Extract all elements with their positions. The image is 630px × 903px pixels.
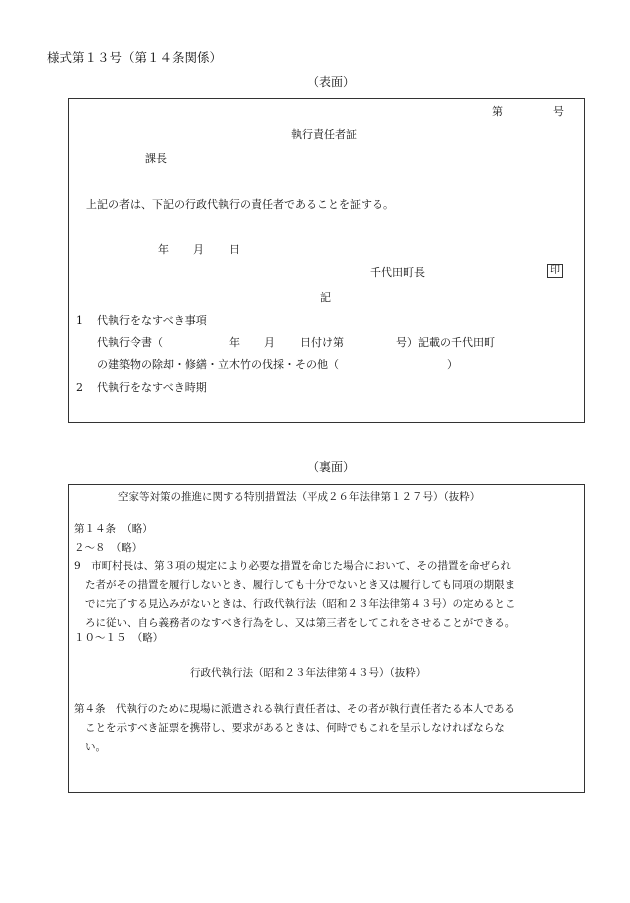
item2-title: 代執行をなすべき時期	[97, 381, 207, 394]
certification-statement: 上記の者は、下記の行政代執行の責任者であることを証する。	[86, 198, 394, 211]
date-year: 年	[158, 243, 169, 256]
article-2-8: ２〜８ （略）	[74, 542, 143, 554]
front-heading: （表面）	[307, 75, 356, 89]
item1-title: 代執行をなすべき事項	[97, 314, 207, 327]
law2-title: 行政代執行法（昭和２３年法律第４３号）（抜粋）	[190, 667, 427, 679]
item1-line1-e: 号）記載の千代田町	[396, 336, 495, 349]
certificate-title: 執行責任者証	[291, 128, 357, 141]
item1-line1-c: 月	[264, 336, 275, 349]
article-9-line: でに完了する見込みがないときは、行政代執行法（昭和２３年法律第４３号）の定めるとこ	[85, 598, 516, 610]
item1-line1-b: 年	[229, 336, 240, 349]
date-month: 月	[193, 243, 204, 256]
number-go: 号	[553, 105, 564, 118]
article-10-15: １０〜１５ （略）	[74, 632, 164, 644]
law1-title: 空家等対策の推進に関する特別措置法（平成２６年法律第１２７号）（抜粋）	[118, 491, 481, 503]
article-9-line: た者がその措置を履行しないとき、履行しても十分でないとき又は履行しても同項の期限ま	[85, 579, 516, 591]
article-9-line: ろに従い、自ら義務者のなすべき行為をし、又は第三者をしてこれをさせることができる。	[85, 617, 516, 629]
article-4-line: い。	[85, 741, 106, 753]
item1-line1-d: 日付け第	[300, 336, 344, 349]
position-label: 課長	[145, 152, 167, 165]
front-certificate-box	[68, 98, 585, 423]
item2-number: 2	[76, 381, 83, 394]
back-heading: （裏面）	[307, 460, 356, 474]
date-day: 日	[229, 243, 240, 256]
article-9-line: 9 市町村長は、第３項の規定により必要な措置を命じた場合において、その措置を命ぜられ	[74, 560, 511, 572]
number-dai: 第	[492, 105, 503, 118]
article-4-line: 第４条 代執行のために現場に派遣される執行責任者は、その者が執行責任者たる本人である	[74, 703, 515, 715]
item1-number: 1	[76, 314, 83, 327]
form-number: 様式第１３号（第１４条関係）	[47, 50, 223, 65]
article-4	[74, 700, 515, 757]
article-9	[74, 557, 516, 633]
article-14: 第１４条 （略）	[74, 523, 153, 535]
ki-label: 記	[320, 291, 331, 304]
item1-line2-b: ）	[447, 358, 458, 371]
item1-line2-a: の建築物の除却・修繕・立木竹の伐採・その他（	[97, 358, 339, 371]
item1-line1-a: 代執行令書（	[97, 336, 163, 349]
article-4-line: ことを示すべき証票を携帯し、要求があるときは、何時でもこれを呈示しなければならな	[85, 722, 505, 734]
seal-mark: 印	[547, 264, 563, 278]
issuer-name: 千代田町長	[370, 266, 425, 279]
